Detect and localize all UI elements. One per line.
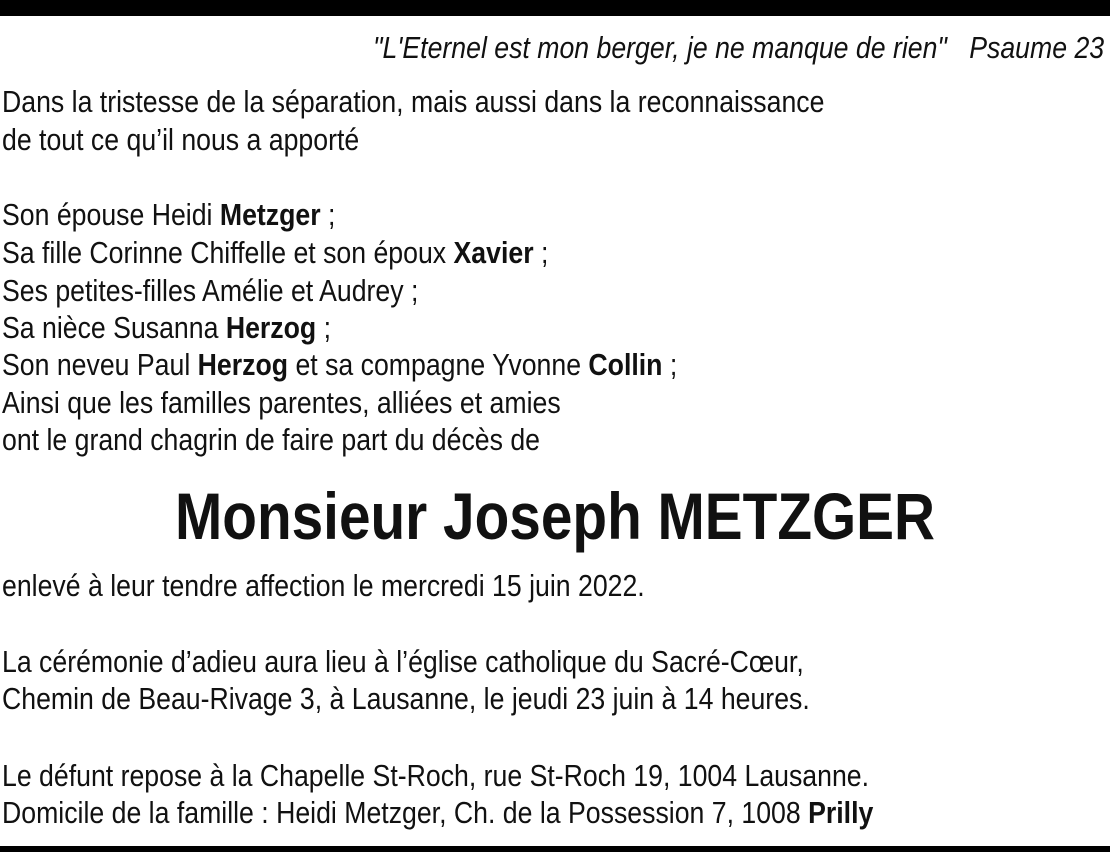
ceremony-line-1: La cérémonie d’adieu aura lieu à l’église catholique du Sacré-Cœur, [2, 644, 804, 679]
family-line-niece: Sa nièce Susanna Herzog ; [2, 310, 332, 345]
family-line-relatives: Ainsi que les familles parentes, alliées et amies [2, 385, 561, 420]
deceased-name: Monsieur Joseph METZGER [174, 479, 936, 553]
family-line-nephew: Son neveu Paul Herzog et sa compagne Yvonne Collin ; [2, 347, 678, 382]
epigraph-reference: Psaume 23 [969, 30, 1104, 65]
domicile-line: Domicile de la famille : Heidi Metzger, Ch. de la Possession 7, 1008 Prilly [2, 795, 874, 830]
family-line-granddaughters: Ses petites-filles Amélie et Audrey ; [2, 273, 419, 308]
top-rule [0, 0, 1110, 16]
ceremony-line-2: Chemin de Beau-Rivage 3, à Lausanne, le jeudi 23 juin à 14 heures. [2, 681, 810, 716]
epigraph [373, 30, 1104, 66]
repose-line: Le défunt repose à la Chapelle St-Roch, rue St-Roch 19, 1004 Lausanne. [2, 758, 870, 793]
epigraph-quote: "L'Eternel est mon berger, je ne manque de rien" [372, 30, 947, 65]
family-line-daughter: Sa fille Corinne Chiffelle et son époux Xavier ; [2, 235, 549, 270]
death-line: enlevé à leur tendre affection le mercredi 15 juin 2022. [2, 568, 645, 603]
bottom-rule [0, 846, 1110, 852]
intro-line-2: de tout ce qu’il nous a apporté [2, 122, 360, 157]
family-line-spouse: Son épouse Heidi Metzger ; [2, 197, 336, 232]
intro-line-1: Dans la tristesse de la séparation, mais aussi dans la reconnaissance [2, 84, 825, 119]
family-line-announcement: ont le grand chagrin de faire part du décès de [2, 422, 541, 457]
